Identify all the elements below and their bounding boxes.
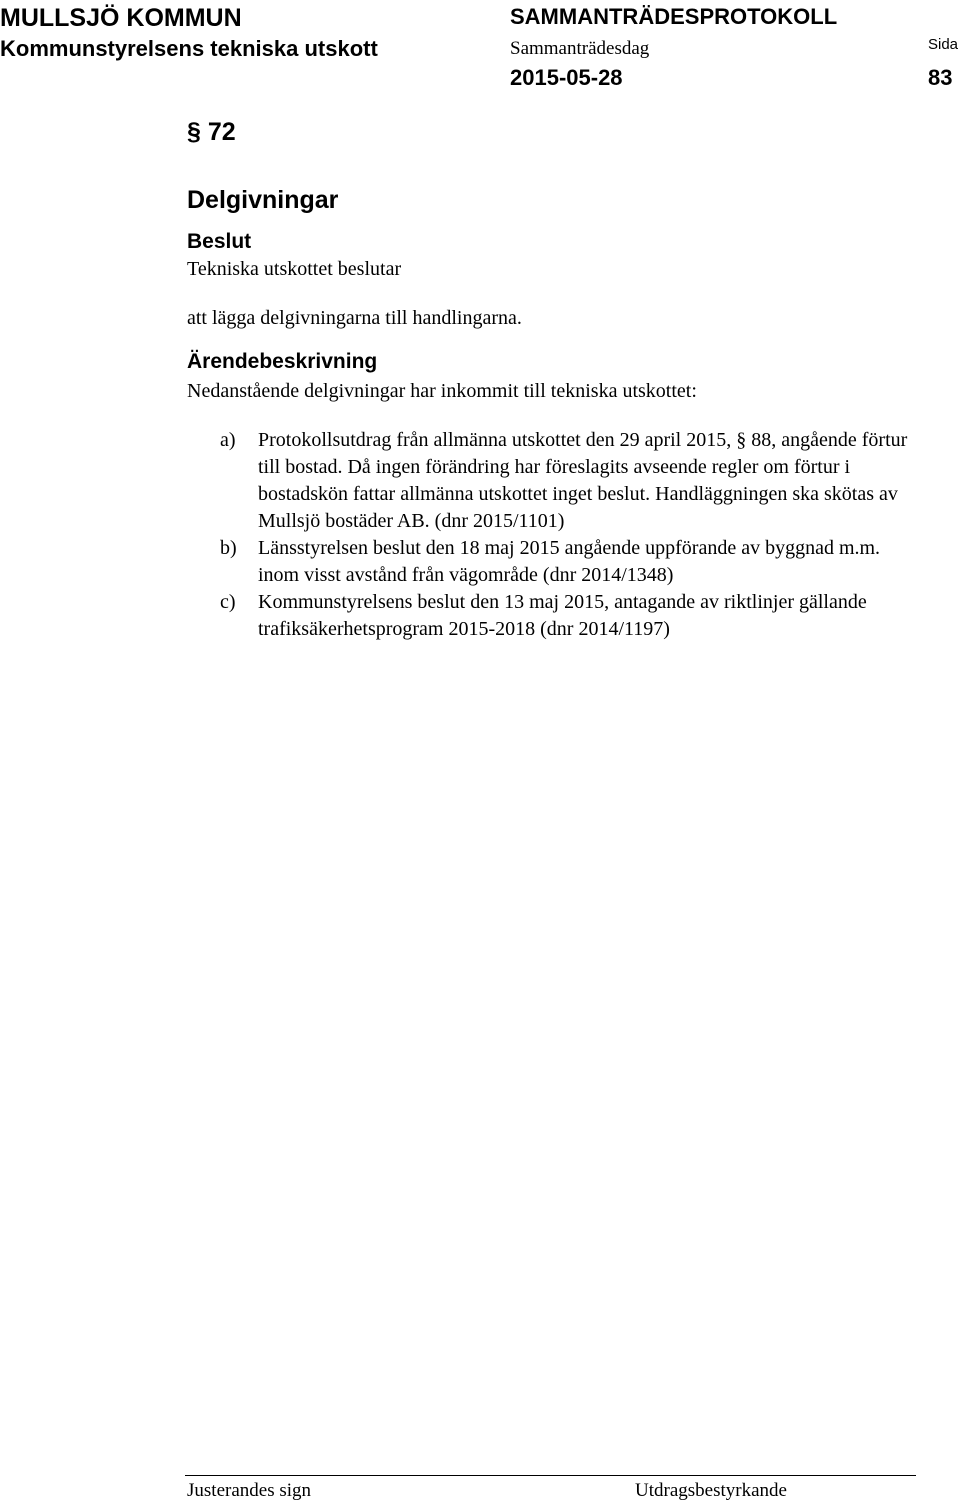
document-type: SAMMANTRÄDESPROTOKOLL [510,4,838,29]
extract-certification-label: Utdragsbestyrkande [635,1480,787,1501]
list-item [220,535,920,589]
page-number: 83 [928,65,953,90]
meeting-date-label: Sammanträdesdag [510,38,650,59]
decision-line: Tekniska utskottet beslutar [187,258,402,280]
list-item-marker: a) [220,429,236,451]
section-title: Delgivningar [187,186,339,214]
decision-heading: Beslut [187,230,252,253]
list-item-text: Länsstyrelsen beslut den 18 maj 2015 angående uppförande av byggnad m.m. inom visst avstånd från vägområde (dnr 2014/1348) [258,537,881,586]
notification-list [220,427,920,643]
meeting-date: 2015-05-28 [510,65,623,90]
adjuster-signature-label: Justerandes sign [187,1480,312,1501]
section-number: § 72 [187,118,236,146]
description-intro: Nedanstående delgivningar har inkommit till tekniska utskottet: [187,380,697,402]
page-label: Sida [928,36,959,53]
decision-line: att lägga delgivningarna till handlingarna. [187,307,522,329]
committee-name: Kommunstyrelsens tekniska utskott [0,36,378,61]
list-item-text: Kommunstyrelsens beslut den 13 maj 2015, antagande av riktlinjer gällande trafiksäkerhetsprogram 2015-2018 (dnr 2014/1197) [258,591,867,640]
footer-divider [185,1475,916,1476]
list-item-marker: c) [220,591,236,613]
list-item-marker: b) [220,537,237,559]
list-item [220,589,920,643]
list-item [220,427,920,535]
organization-name: MULLSJÖ KOMMUN [0,4,242,32]
description-heading: Ärendebeskrivning [187,350,378,373]
list-item-text: Protokollsutdrag från allmänna utskottet den 29 april 2015, § 88, angående förtur till bostad. Då ingen förändring har föreslagits avseende regler om förtur i bostadskön fattar allmänna utskottet inget beslut. Handläggningen ska skötas av Mullsjö bostäder AB. (dnr 2015/1101) [258,429,908,532]
